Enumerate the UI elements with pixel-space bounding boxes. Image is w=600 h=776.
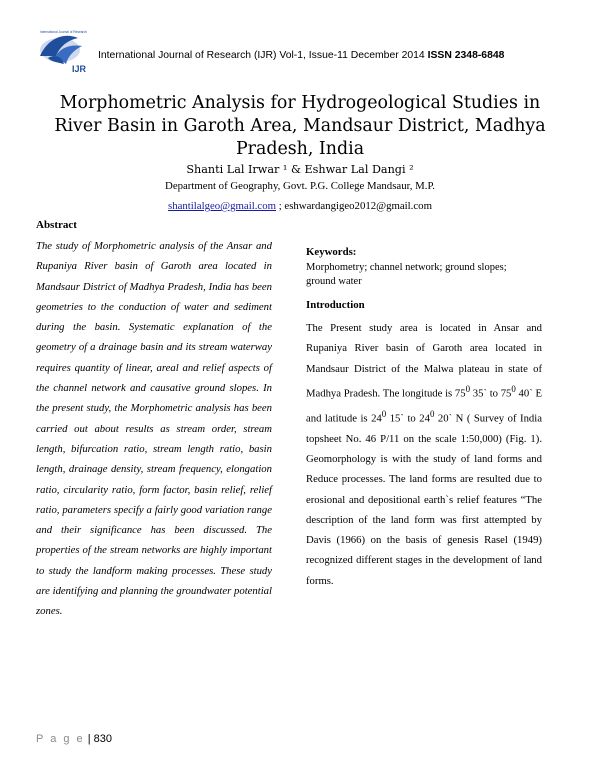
- logo-text: IJR: [72, 64, 87, 74]
- keywords-text: Morphometry; channel network; ground slopes; ground water: [306, 262, 507, 287]
- intro-part-5: 20` N ( Survey of India topsheet No. 46 P/11 on the scale 1:50,000) (Fig. 1). Geomorphology is with the study of land forms and Reduce processes. The land forms are resulted due to erosional and depositional earth`s relief features “The description of the land form was first attempted by Davis (1966) on the basis of genesis Rasel (1949) recognized different stages in the development of land forms.: [306, 412, 542, 587]
- email-separator: ;: [276, 200, 285, 212]
- degree-sup: 0: [429, 408, 435, 419]
- intro-part-4: 15` to 24: [386, 412, 430, 425]
- intro-part-3: 40` E and latitude is 24: [306, 387, 543, 425]
- degree-sup: 0: [381, 408, 387, 419]
- abstract-text: The study of Morphometric analysis of the Ansar and Rupaniya River basin of Garoth area located in Mandsaur District of Madhya Pradesh, India has been geometries to the conduction of water and sediment during the basin. Systematic explanation of the geometry of a drainage basin and its stream waterway requires quantity of linear, areal and relief aspects of the channel network and causative ground slopes. In the present study, the Morphometric analysis has been carried out about results as stream order, stream length, bifurcation ratio, stream length ratio, basin length, drainage density, stream frequency, elongation ratio, circularity ratio, form factor, basin relief, relief ratio, parameters specify a fairly good variation range and their significance has been discussed. The properties of the stream networks are highly important to study the landform making processes. These study are identifying and planning the groundwater potential zones.: [36, 240, 272, 618]
- journal-issn: ISSN 2348-6848: [427, 50, 505, 61]
- page-label: P a g e: [36, 733, 85, 745]
- journal-header: [34, 28, 574, 88]
- keywords-heading: Keywords:: [306, 246, 357, 258]
- introduction-heading: Introduction: [306, 299, 365, 311]
- intro-part-1: The Present study area is located in Ansar and Rupaniya River basin of Garoth area located in Mandsaur District of the Malwa plateau in state of Madhya Pradesh. The longitude is 75: [306, 322, 542, 400]
- journal-info-line: [98, 50, 504, 61]
- logo-caption: International Journal of Research: [40, 30, 87, 34]
- author-emails: [0, 200, 600, 212]
- journal-info: International Journal of Research (IJR) Vol-1, Issue-11 December 2014: [98, 50, 428, 61]
- email-2: eshwardangigeo2012@gmail.com: [284, 200, 432, 212]
- paper-title: Morphometric Analysis for Hydrogeological Studies in River Basin in Garoth Area, Mandsaur District, Madhya Pradesh, India: [54, 93, 546, 159]
- abstract-heading: Abstract: [36, 219, 77, 231]
- degree-sup: 0: [465, 383, 471, 394]
- email-link-1[interactable]: shantilalgeo@gmail.com: [168, 200, 276, 212]
- introduction-text: [306, 318, 542, 591]
- paper-authors: Shanti Lal Irwar ¹ & Eshwar Lal Dangi ²: [186, 163, 414, 176]
- degree-sup: 0: [511, 383, 516, 394]
- ijr-logo: [34, 28, 96, 82]
- author-affiliation: Department of Geography, Govt. P.G. College Mandsaur, M.P.: [165, 180, 435, 192]
- page-number: 830: [93, 733, 113, 745]
- page-footer: [36, 733, 112, 745]
- intro-part-2: 35` to 75: [470, 387, 512, 400]
- page-separator: |: [84, 733, 94, 745]
